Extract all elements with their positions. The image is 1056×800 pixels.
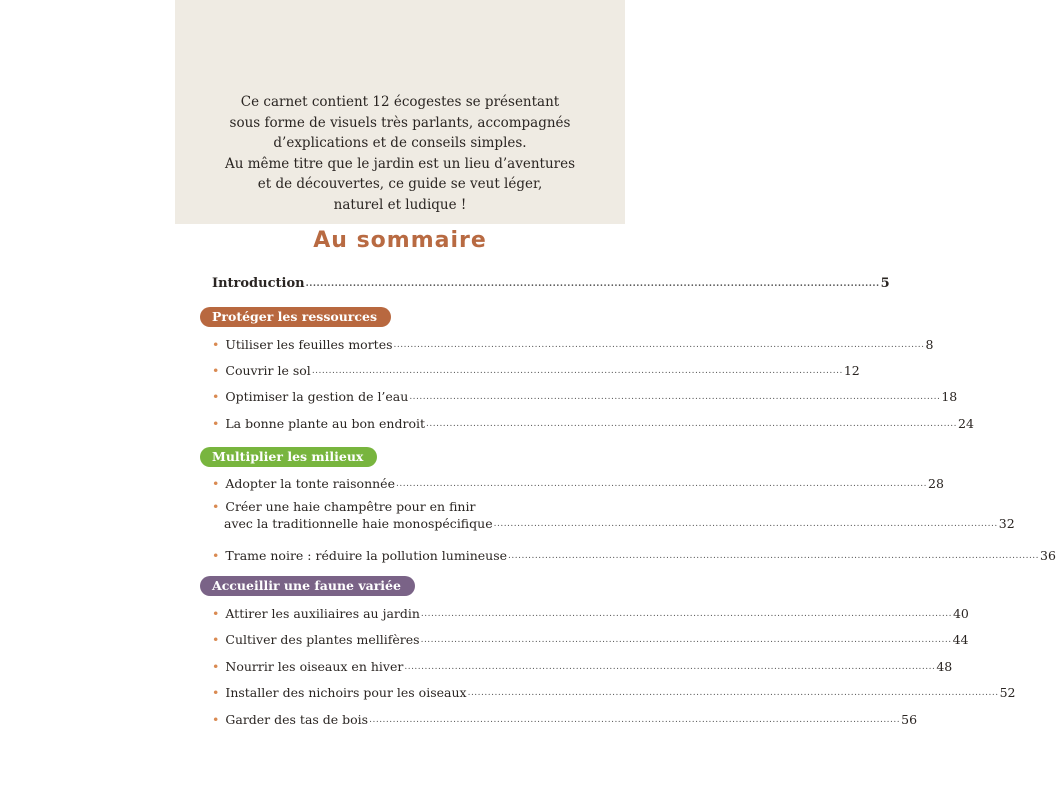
toc-entry-page: 56 — [901, 712, 918, 727]
bullet-icon: • — [212, 712, 220, 727]
toc-entry-page: 52 — [999, 685, 1016, 700]
toc-entry-page: 8 — [925, 337, 934, 352]
toc-entry-label — [212, 632, 420, 647]
toc-entry-text: Garder des tas de bois — [225, 712, 369, 727]
toc-entry-page: 32 — [998, 516, 1015, 531]
toc-entry-text: Utiliser les feuilles mortes — [225, 337, 393, 352]
section-header: Multiplier les milieux — [200, 447, 377, 467]
toc-entry[interactable] — [212, 659, 953, 674]
bullet-icon: • — [212, 337, 220, 352]
toc-entry[interactable] — [212, 685, 1016, 700]
toc-entry-label — [212, 389, 408, 404]
toc-entry-text: Attirer les auxiliaires au jardin — [225, 606, 420, 621]
leader-dots — [508, 549, 1039, 563]
toc-entry[interactable] — [212, 337, 934, 352]
leader-dots: ...................................................................................................................................................... — [493, 519, 998, 529]
page-title: Au sommaire — [313, 228, 487, 253]
toc-entry[interactable] — [212, 548, 1056, 563]
toc-entry-text: Couvrir le sol — [225, 363, 311, 378]
leader-dots — [421, 633, 952, 647]
toc-entry-label — [212, 548, 507, 563]
toc-entry[interactable] — [212, 476, 944, 491]
toc-entry-label: Introduction — [212, 276, 305, 291]
toc-entry-text: La bonne plante au bon endroit — [225, 416, 425, 431]
toc-entry-page: 24 — [958, 416, 974, 431]
toc-entry[interactable] — [212, 606, 969, 621]
intro-line: et de découvertes, ce guide se veut léger, — [257, 176, 543, 192]
intro-text — [175, 92, 625, 215]
toc-entry[interactable] — [212, 499, 1015, 531]
toc-entry-page: 28 — [928, 476, 944, 491]
leader-dots — [306, 277, 880, 291]
toc-entry-label — [212, 416, 425, 431]
bullet-icon: • — [212, 632, 220, 647]
toc-entry[interactable] — [212, 363, 860, 378]
toc-entry[interactable] — [212, 389, 958, 404]
intro-line: naturel et ludique ! — [333, 196, 467, 213]
toc-entry-label — [212, 606, 420, 621]
bullet-icon: • — [212, 416, 220, 431]
toc-entry-page: 48 — [936, 659, 953, 674]
toc-entry-introduction[interactable] — [212, 276, 890, 291]
bullet-icon: • — [212, 659, 220, 674]
intro-line: Ce carnet contient 12 écogestes se présentant — [240, 94, 560, 110]
leader-dots — [421, 607, 952, 621]
toc-entry-text: Cultiver des plantes mellifères — [225, 632, 420, 647]
leader-dots — [409, 390, 940, 404]
leader-dots — [394, 338, 925, 352]
bullet-icon: • — [212, 606, 220, 621]
toc-entry-text: Optimiser la gestion de l’eau — [225, 389, 409, 404]
intro-line: Au même titre que le jardin est un lieu d’aventures — [224, 155, 576, 172]
section-header: Protéger les ressources — [200, 307, 391, 327]
toc-entry-text: Installer des nichoirs pour les oiseaux — [225, 685, 467, 700]
bullet-icon: • — [212, 499, 220, 514]
toc-entry-label: Créer une haie champêtre pour en finir — [225, 499, 476, 514]
toc-entry-label — [212, 337, 393, 352]
leader-dots — [468, 686, 999, 700]
toc-entry-page: 5 — [880, 276, 890, 291]
bullet-icon: • — [212, 363, 220, 378]
leader-dots — [404, 660, 935, 674]
toc-entry-page: 18 — [941, 389, 958, 404]
leader-dots — [426, 417, 957, 431]
leader-dots — [396, 477, 927, 491]
toc-entry-label — [212, 659, 403, 674]
leader-dots — [312, 364, 843, 378]
toc-entry-text: Nourrir les oiseaux en hiver — [225, 659, 404, 674]
section-header: Accueillir une faune variée — [200, 576, 415, 596]
intro-panel — [175, 0, 625, 224]
bullet-icon: • — [212, 476, 220, 491]
bullet-icon: • — [212, 389, 220, 404]
toc-entry[interactable] — [212, 712, 918, 727]
toc-entry-page: 44 — [952, 632, 969, 647]
toc-entry[interactable] — [212, 416, 974, 431]
toc-entry-label — [212, 685, 467, 700]
bullet-icon: • — [212, 548, 220, 563]
toc-entry-label — [212, 363, 311, 378]
bullet-icon: • — [212, 685, 220, 700]
toc-entry-label-continued: avec la traditionnelle haie monospécifique — [224, 516, 493, 531]
toc-entry-label — [212, 712, 368, 727]
toc-entry-text: Trame noire : réduire la pollution lumineuse — [225, 548, 508, 563]
toc-entry-page: 40 — [952, 606, 969, 621]
toc-entry[interactable] — [212, 632, 969, 647]
intro-line: d’explications et de conseils simples. — [273, 135, 527, 151]
toc-entry-label — [212, 476, 395, 491]
leader-dots — [369, 713, 900, 727]
toc-entry-text: Adopter la tonte raisonnée — [225, 476, 395, 491]
intro-line: sous forme de visuels très parlants, accompagnés — [229, 114, 571, 131]
toc-entry-page: 12 — [843, 363, 860, 378]
toc-entry-page: 36 — [1040, 548, 1056, 563]
